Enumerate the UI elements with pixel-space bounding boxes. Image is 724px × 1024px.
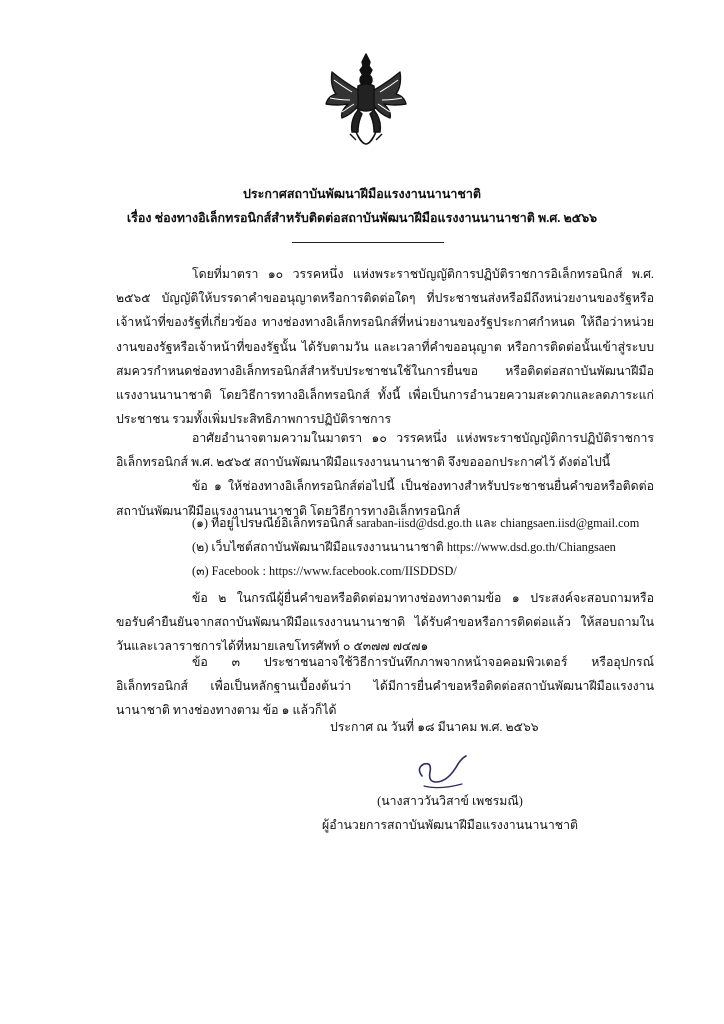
title-divider (292, 242, 444, 243)
channel-facebook-item: (๓) Facebook : https://www.facebook.com/IISDDSD/ (192, 564, 457, 578)
preamble-paragraph: โดยที่มาตรา ๑๐ วรรคหนึ่ง แห่งพระราชบัญญัติการปฏิบัติราชการอิเล็กทรอนิกส์ พ.ศ. ๒๕๖๕ บัญญัติให้บรรดาคำขออนุญาตหรือการติดต่อใดๆ ที่ประชาชนส่งหรือมีถึงหน่วยงานของรัฐหรือเจ้าหน้าที่ของรัฐที่เกี่ยวข้อง ทางช่องทางอิเล็กทรอนิกส์ที่หน่วยงานของรัฐประกาศกำหนด ให้ถือว่าหน่วยงานของรัฐหรือเจ้าหน้าที่ของรัฐนั้น ได้รับตามวัน และเวลาที่คำขออนุญาต หรือการติดต่อนั้นเข้าสู่ระบบ สมควรกำหนดช่องทางอิเล็กทรอนิกส์สำหรับประชาชนใช้ในการยื่นขอ หรือติดต่อสถาบันพัฒนาฝีมือแรงงานนานาชาติ โดยวิธีการทางอิเล็กทรอนิกส์ ทั้งนี้ เพื่อเป็นการอำนวยความสะดวกและลดภาระแก่ประชาชน รวมทั้งเพิ่มประสิทธิภาพการปฏิบัติราชการ (116, 267, 654, 427)
authority-section (116, 426, 654, 523)
announcement-date: ประกาศ ณ วันที่ ๑๘ มีนาคม พ.ศ. ๒๕๖๖ (330, 720, 539, 734)
channel-email-item: (๑) ที่อยู่ไปรษณีย์อิเล็กทรอนิกส์ saraban-iisd@dsd.go.th และ chiangsaen.iisd@gmail.com (192, 516, 640, 530)
clause-3-paragraph: ข้อ ๓ ประชาชนอาจใช้วิธีการบันทึกภาพจากหน้าจอคอมพิวเตอร์ หรืออุปกรณ์อิเล็กทรอนิกส์ เพื่อเป็นหลักฐานเบื้องต้นว่า ได้มีการยื่นคำขอหรือติดต่อสถาบันพัฒนาฝีมือแรงงานนานาชาติ ทางช่องทางตาม ข้อ ๑ แล้วก็ได้ (116, 655, 654, 718)
signature-icon (400, 750, 480, 794)
preamble-section (116, 262, 654, 431)
clause-3-section (116, 650, 654, 723)
signatory-position: ผู้อำนวยการสถาบันพัฒนาฝีมือแรงงานนานาชาติ (322, 818, 578, 832)
clause-2-section (116, 586, 654, 659)
clause-2-paragraph: ข้อ ๒ ในกรณีผู้ยื่นคำขอหรือติดต่อมาทางช่องทางตามข้อ ๑ ประสงค์จะสอบถามหรือขอรับคำยืนยันจากสถาบันพัฒนาฝีมือแรงงานนานาชาติ ได้รับคำขอหรือการติดต่อแล้ว ให้สอบถามในวันและเวลาราชการได้ที่หมายเลขโทรศัพท์ ๐ ๕๓๗๗ ๗๔๗๑ (116, 591, 654, 654)
signatory-name: (นางสาววันวิสาข์ เพชรมณี) (377, 794, 523, 808)
channel-website-item: (๒) เว็บไซต์สถาบันพัฒนาฝีมือแรงงานนานาชาติ https://www.dsd.go.th/Chiangsaen (192, 540, 616, 554)
announcement-title: ประกาศสถาบันพัฒนาฝีมือแรงงานนานาชาติ (242, 187, 482, 201)
announcement-subject: เรื่อง ช่องทางอิเล็กทรอนิกส์สำหรับติดต่อสถาบันพัฒนาฝีมือแรงงานนานาชาติ พ.ศ. ๒๕๖๖ (126, 211, 598, 225)
clause-1-paragraph: ข้อ ๑ ให้ช่องทางอิเล็กทรอนิกส์ต่อไปนี้ เป็นช่องทางสำหรับประชาชนยื่นคำขอหรือติดต่อสถาบันพัฒนาฝีมือแรงงานนานาชาติ โดยวิธีการทางอิเล็กทรอนิกส์ (116, 479, 654, 518)
garuda-emblem-icon (322, 52, 410, 158)
authority-paragraph: อาศัยอำนาจตามความในมาตรา ๑๐ วรรคหนึ่ง แห่งพระราชบัญญัติการปฏิบัติราชการอิเล็กทรอนิกส์ พ.ศ. ๒๕๖๕ สถาบันพัฒนาฝีมือแรงงานนานาชาติ จึงขอออกประกาศไว้ ดังต่อไปนี้ (116, 431, 654, 470)
